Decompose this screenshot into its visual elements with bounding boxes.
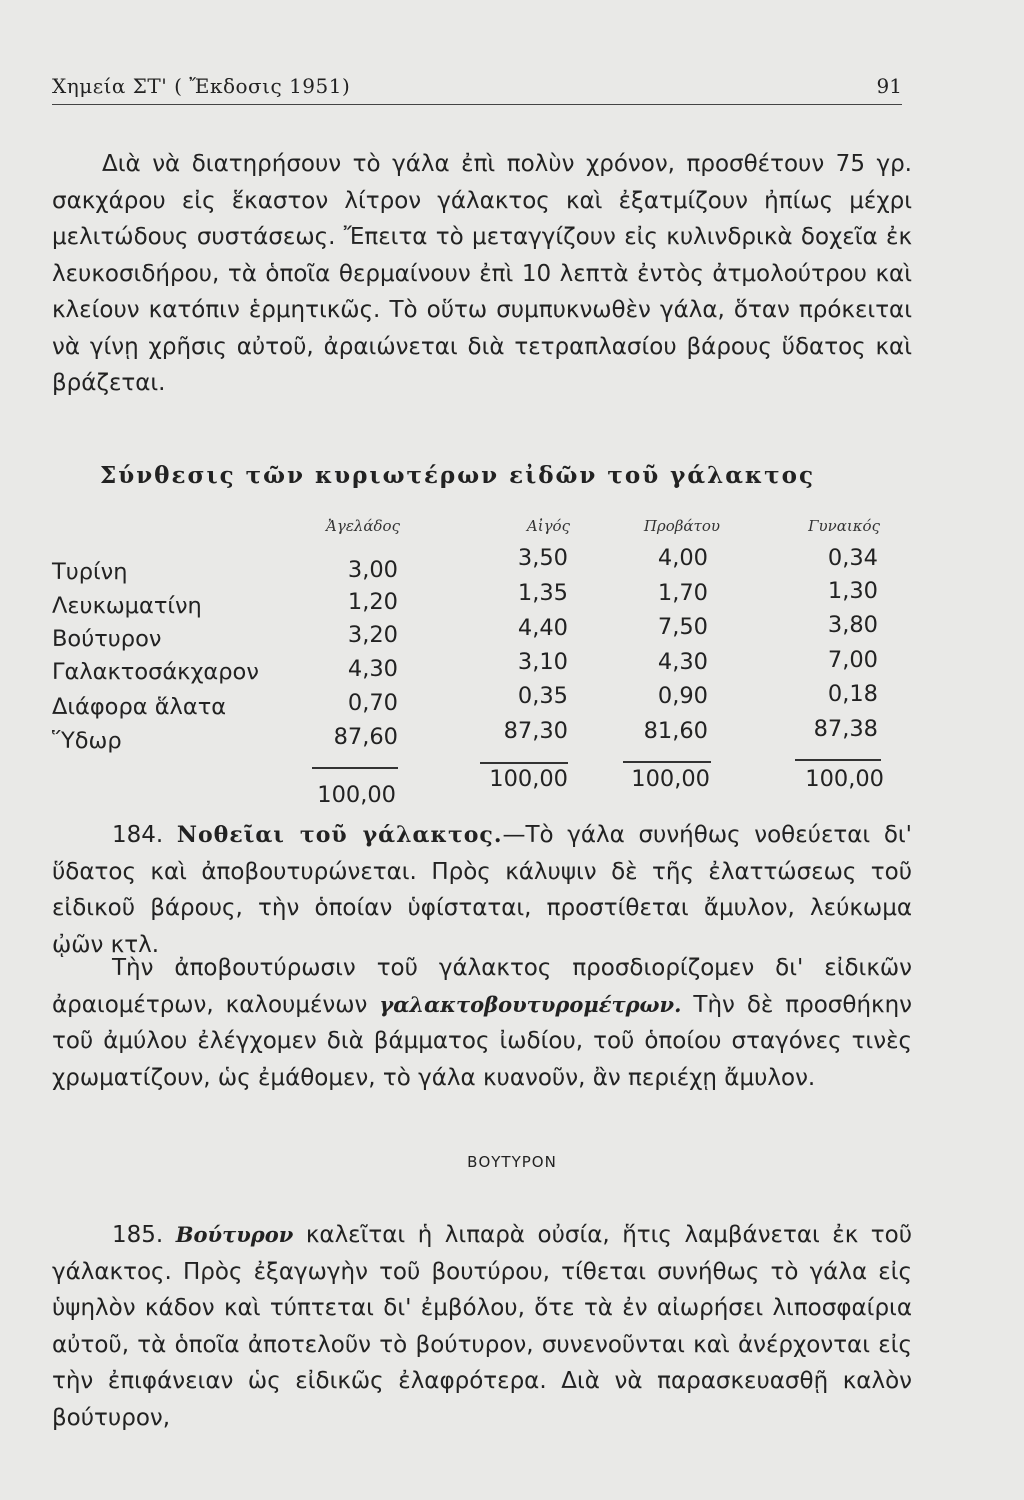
section-185 — [52, 1217, 912, 1436]
page-number: 91 — [876, 74, 902, 98]
total-cell: 100,00 — [489, 766, 568, 792]
total-cell: 100,00 — [631, 766, 710, 792]
table-cell: 4,40 — [517, 615, 568, 641]
column-header: Προβάτου — [643, 517, 720, 535]
sum-rule — [623, 761, 711, 763]
table-cell: 0,18 — [827, 681, 878, 707]
intro-text: Διὰ νὰ διατηρήσουν τὸ γάλα ἐπὶ πολὺν χρόνον, προσθέτουν 75 γρ. σακχάρου εἰς ἕκαστον λίτρον γάλακτος καὶ ἐξατμίζουν ἠπίως μέχρι μελιτώδους συστάσεως. Ἔπειτα τὸ μεταγγίζουν εἰς κυλινδρικὰ δοχεῖα ἐκ λευκοσιδήρου, τὰ ὁποῖα θερμαίνουν ἐπὶ 10 λεπτὰ ἐντὸς ἀτμολούτρου καὶ κλείουν κατόπιν ἑρμητικῶς. Τὸ οὕτω συμπυκνωθὲν γάλα, ὅταν πρόκειται νὰ γίνῃ χρῆσις αὐτοῦ, ἀραιώνεται διὰ τετραπλασίου βάρους ὕδατος καὶ βράζεται. — [52, 151, 912, 396]
section-number: 184. — [112, 822, 164, 848]
table-cell: 3,00 — [347, 557, 398, 583]
section-heading: ΒΟΥΤΥΡΟΝ — [467, 1153, 557, 1171]
table-cell: 87,38 — [813, 716, 878, 742]
column-header: Γυναικός — [808, 517, 880, 535]
table-cell: 0,70 — [347, 690, 398, 716]
sum-rule — [480, 762, 568, 764]
table-cell: 81,60 — [643, 718, 708, 744]
table-cell: 4,30 — [347, 656, 398, 682]
table-title: Σύνθεσις τῶν κυριωτέρων εἰδῶν τοῦ γάλακτος — [100, 462, 815, 489]
row-label: Τυρίνη — [52, 559, 128, 585]
column-header: Αἰγός — [526, 517, 570, 535]
table-cell: 0,35 — [517, 683, 568, 709]
intro-paragraph — [52, 146, 912, 402]
total-cell: 100,00 — [317, 782, 396, 808]
section-text: Τὴν ἀποβουτύρωσιν τοῦ γάλακτος προσδιορίζομεν δι' εἰδικῶν ἀραιομέτρων, καλουμένων — [52, 955, 912, 1018]
table-cell: 7,00 — [827, 647, 878, 673]
row-label: Γαλακτοσάκχαρον — [52, 659, 259, 685]
section-184-continued — [52, 950, 912, 1096]
table-cell: 87,60 — [333, 724, 398, 750]
section-text: καλεῖται ἡ λιπαρὰ οὐσία, ἥτις λαμβάνεται ἐκ τοῦ γάλακτος. Πρὸς ἐξαγωγὴν τοῦ βουτύρου, τίθεται συνήθως τὸ γάλα εἰς ὑψηλὸν κάδον καὶ τύπτεται δι' ἐμβόλου, ὅτε τὰ ἐν αἰωρήσει λιποσφαίρια αὐτοῦ, τὰ ὁποῖα ἀποτελοῦν τὸ βούτυρον, συνενοῦνται καὶ ἀνέρχονται εἰς τὴν ἐπιφάνειαν ὡς εἰδικῶς ἐλαφρότερα. Διὰ νὰ παρασκευασθῇ καλὸν βούτυρον, — [52, 1222, 913, 1431]
table-cell: 3,10 — [517, 649, 568, 675]
running-head: Χημεία ΣΤ' ( Ἔκδοσις 1951) — [52, 74, 351, 98]
table-cell: 3,50 — [517, 545, 568, 571]
section-number: 185. — [112, 1222, 164, 1248]
table-cell: 87,30 — [503, 718, 568, 744]
table-cell: 0,90 — [657, 683, 708, 709]
section-text: Τὴν δὲ προσθήκην τοῦ ἀμύλου ἐλέγχομεν διὰ βάμματος ἰωδίου, τοῦ ὁποίου σταγόνες τινὲς χρωματίζουν, ὡς ἐμάθομεν, τὸ γάλα κυανοῦν, ἂν περιέχῃ ἄμυλον. — [52, 991, 912, 1091]
table-cell: 3,80 — [827, 612, 878, 638]
sum-rule — [795, 759, 881, 761]
row-label: Διάφορα ἅλατα — [52, 694, 227, 720]
emphasized-term: γαλακτοβουτυρομέτρων. — [379, 991, 682, 1017]
sum-rule — [312, 767, 398, 769]
table-cell: 1,70 — [657, 580, 708, 606]
section-text: —Τὸ γάλα συνήθως νοθεύεται δι' ὕδατος καὶ ἀποβουτυρώνεται. Πρὸς κάλυψιν δὲ τῆς ἐλαττώσεως τοῦ εἰδικοῦ βάρους, τὴν ὁποίαν ὑφίσταται, προστίθεται ἄμυλον, λεύκωμα ᾠῶν κτλ. — [52, 822, 912, 958]
section-184-body — [52, 817, 912, 963]
column-header: Ἀγελάδος — [326, 517, 400, 535]
table-cell: 1,30 — [827, 578, 878, 604]
emphasized-term: Βούτυρον — [175, 1222, 294, 1247]
section-185-body — [52, 1217, 912, 1436]
table-cell: 3,20 — [347, 622, 398, 648]
page-header — [52, 74, 902, 105]
table-cell: 4,00 — [657, 545, 708, 571]
row-label: Ὕδωρ — [52, 728, 122, 754]
table-cell: 1,20 — [347, 589, 398, 615]
row-label: Λευκωματίνη — [52, 593, 202, 619]
row-label: Βούτυρον — [52, 626, 162, 652]
total-cell: 100,00 — [805, 766, 884, 792]
table-cell: 7,50 — [657, 614, 708, 640]
table-cell: 4,30 — [657, 649, 708, 675]
section-title: Νοθεῖαι τοῦ γάλακτος. — [176, 822, 503, 848]
table-cell: 1,35 — [517, 580, 568, 606]
section-184 — [52, 817, 912, 963]
section-184-para — [52, 950, 912, 1096]
table-cell: 0,34 — [827, 545, 878, 571]
